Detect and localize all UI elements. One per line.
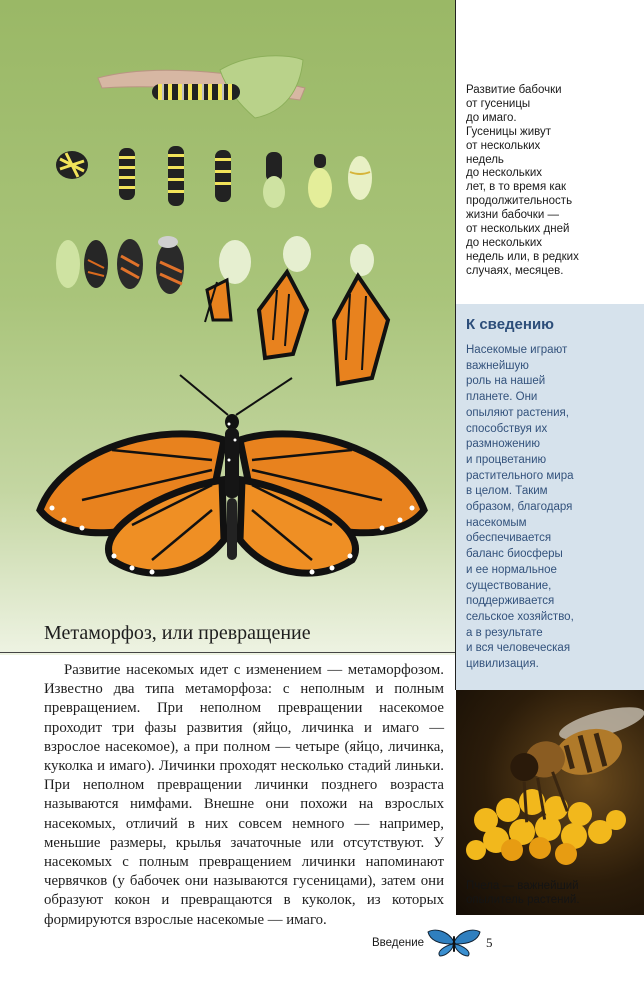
chrysalis-forming <box>308 154 332 208</box>
caterpillar-curled <box>56 151 88 179</box>
butterfly-emerging <box>156 236 184 294</box>
info-box-text: Насекомые играют важнейшую роль на нашей планете. Они опыляют растения, способствуя их размножению и процветанию растительного мира в целом. Таким образом, благодаря насекомым обеспечивается баланс биосферы и ее нормальное существование, поддерживается сельское хозяйство, а в результате и вся человеческая цивилизация. <box>466 344 574 671</box>
chrysalis <box>348 156 372 200</box>
page-number: 5 <box>486 935 493 950</box>
bee-photo-caption: Пчела — важнейший опылитель растений. <box>466 880 580 906</box>
footer-section-label: Введение <box>372 937 425 949</box>
caterpillar-icon <box>152 84 240 100</box>
monarch-butterfly-icon <box>40 375 424 575</box>
metamorphosis-illustration <box>0 0 455 655</box>
metamorphosis-stages-graphic <box>0 0 455 615</box>
caterpillar-hanging <box>168 146 184 206</box>
pupation-row-1 <box>56 146 372 208</box>
butterfly-drying-wings <box>259 236 311 358</box>
emergence-row-2 <box>56 236 388 384</box>
info-box-title: К сведению <box>466 316 554 333</box>
chrysalis-dark <box>117 239 143 289</box>
butterfly-drying-wings <box>334 244 388 384</box>
butterfly-emerging <box>205 240 251 322</box>
title-rule <box>0 652 455 653</box>
prepupa <box>263 152 285 208</box>
chrysalis <box>56 240 80 288</box>
section-title: Метаморфоз, или превращение <box>44 622 311 644</box>
chrysalis-dark <box>84 240 108 288</box>
blue-butterfly-icon <box>426 928 482 958</box>
body-paragraph: Развитие насекомых идет с изменением — метаморфозом. Известно два типа метаморфоза: с неполным и полным превращением. При неполном превращении насекомое проходит три фазы развития (яйцо, личинка и имаго — взрослое насекомое), а при полном — четыре (яйцо, личинка, куколка и имаго). Личинки проходят несколько стадий линьки. При неполном превращении личинки позднего возраста называются нимфами. Внешне они похожи на взрослых насекомых, отличий в них совсем немного — например, меньшие размеры, крылья зачаточные или отсутствуют. У насекомых с полным превращением личинки напоминают червячков (у бабочек они называются гусеницами), затем они образуют кокон и превращаются в куколок, из которых формируются взрослые насекомые — имаго. <box>44 662 444 928</box>
leaf-with-caterpillar <box>98 56 305 118</box>
illustration-caption: Развитие бабочки от гусеницы до имаго. Гусеницы живут от нескольких недель до нескольких лет, в то время как продолжительность жизни бабочки — от нескольких дней до нескольких недель или, в редких случаях, месяцев. <box>466 84 579 277</box>
caterpillar-hanging <box>215 150 231 202</box>
caterpillar-hanging <box>119 148 135 200</box>
